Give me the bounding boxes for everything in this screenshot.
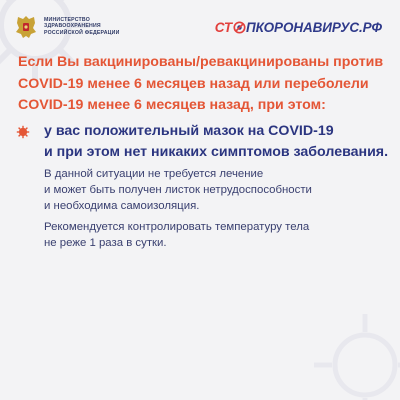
- virus-bullet-icon: [16, 125, 30, 139]
- bullet-line: и при этом нет никаких симптомов заболевания.: [44, 143, 389, 160]
- ministry-line: РОССИЙСКОЙ ФЕДЕРАЦИИ: [44, 29, 120, 36]
- paragraph-treatment: [44, 166, 390, 215]
- ministry-line: МИНИСТЕРСТВО: [44, 17, 90, 23]
- headline-line: COVID-19 менее 6 месяцев назад, при этом:: [18, 97, 326, 113]
- paragraph-line: Рекомендуется контролировать температуру тела: [44, 221, 310, 233]
- headline-line: Если Вы вакцинированы/ревакцинированы против: [18, 54, 384, 70]
- logo-text-part1: СТ: [214, 19, 233, 35]
- bullet-line: у вас положительный мазок на COVID-19: [44, 123, 334, 139]
- bullet-text: [44, 121, 390, 162]
- background-virus-icon: [300, 300, 400, 400]
- logo-text-part2: ПКОРОНАВИРУС.РФ: [246, 19, 382, 35]
- paragraph-line: и может быть получен листок нетрудоспособности: [44, 184, 312, 197]
- paragraph-line: не реже 1 раза в сутки.: [44, 237, 167, 250]
- paragraph-line: В данной ситуации не требуется лечение: [44, 168, 264, 180]
- ministry-line: ЗДРАВООХРАНЕНИЯ: [44, 23, 101, 30]
- stopcoronavirus-logo: [215, 19, 382, 35]
- coat-of-arms-icon: [14, 14, 38, 40]
- ministry-name: [44, 17, 120, 36]
- headline: [18, 52, 388, 117]
- paragraph-temperature: [44, 219, 390, 251]
- crossed-virus-icon: [233, 21, 246, 34]
- paragraph-line: и необходима самоизоляция.: [44, 200, 200, 213]
- header: [0, 0, 400, 50]
- headline-line: COVID-19 менее 6 месяцев назад или переболели: [18, 75, 369, 92]
